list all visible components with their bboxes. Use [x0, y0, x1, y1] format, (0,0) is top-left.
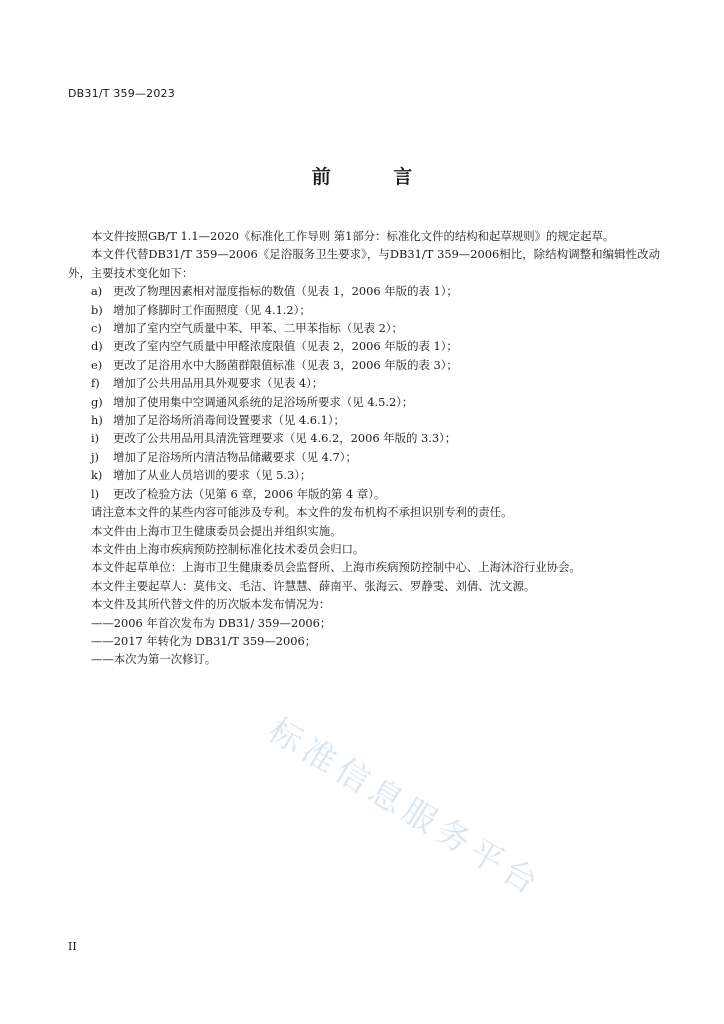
page-title: 前 言: [311, 166, 441, 188]
list-item: ——2006 年首次发布为 DB31/ 359—2006；: [91, 615, 332, 630]
document-body: [68, 227, 660, 669]
list-item: k) 增加了从业人员培训的要求（见 5.3）；: [91, 468, 312, 483]
list-item: c) 增加了室内空气质量中苯、甲苯、二甲苯指标（见表 2）；: [91, 321, 403, 336]
list-item: f) 增加了公共用品用具外观要求（见表 4）；: [91, 376, 324, 391]
watermark: 标准信息服务平台: [261, 710, 550, 905]
list-item: b) 增加了修脚时工作面照度（见 4.1.2）；: [91, 302, 311, 317]
list-item: g) 增加了使用集中空调通风系统的足浴场所要求（见 4.5.2）；: [91, 394, 414, 409]
drafting-units-paragraph: 本文件起草单位：上海市卫生健康委员会监督所、上海市疾病预防控制中心、上海沐浴行业协会。: [91, 560, 581, 575]
page-number: II: [68, 940, 77, 953]
committee-paragraph: 本文件由上海市疾病预防控制标准化技术委员会归口。: [91, 541, 365, 556]
list-item: ——本次为第一次修订。: [91, 652, 217, 667]
list-item: i) 更改了公共用品用具清洗管理要求（见 4.6.2，2006 年版的 3.3）；: [91, 431, 457, 446]
drafters-paragraph: 本文件主要起草人：莫伟文、毛洁、许慧慧、薛南平、张海云、罗静雯、刘倩、沈文源。: [91, 578, 536, 593]
list-item: j) 增加了足浴场所内清洁物品储藏要求（见 4.7）；: [91, 449, 357, 464]
intro-paragraph-2: 本文件代替DB31/T 359—2006《足浴服务卫生要求》，与DB31/T 359—2006相比，除结构调整和编辑性改动外，主要技术变化如下：: [68, 247, 660, 280]
list-item: l) 更改了检验方法（见第 6 章，2006 年版的第 4 章）。: [91, 486, 386, 501]
list-item: e) 更改了足浴用水中大肠菌群限值标准（见表 3，2006 年版的表 3）；: [91, 357, 458, 372]
list-item: a) 更改了物理因素相对湿度指标的数值（见表 1，2006 年版的表 1）；: [91, 284, 458, 299]
patent-notice: 请注意本文件的某些内容可能涉及专利。本文件的发布机构不承担识别专利的责任。: [91, 505, 513, 520]
changes-list: [68, 282, 660, 503]
intro-paragraph-1: 本文件按照GB/T 1.1—2020《标准化工作导则 第1部分：标准化文件的结构和起草规则》的规定起草。: [91, 229, 615, 243]
list-item: d) 更改了室内空气质量中甲醛浓度限值（见表 2，2006 年版的表 1）；: [91, 339, 458, 354]
history-intro-paragraph: 本文件及其所代替文件的历次版本发布情况为：: [91, 597, 331, 612]
list-item: ——2017 年转化为 DB31/T 359—2006；: [91, 633, 317, 648]
history-list: [68, 614, 660, 669]
document-code: DB31/T 359—2023: [68, 87, 175, 100]
proposer-paragraph: 本文件由上海市卫生健康委员会提出并组织实施。: [91, 523, 342, 538]
list-item: h) 增加了足浴场所消毒间设置要求（见 4.6.1）；: [91, 413, 345, 428]
